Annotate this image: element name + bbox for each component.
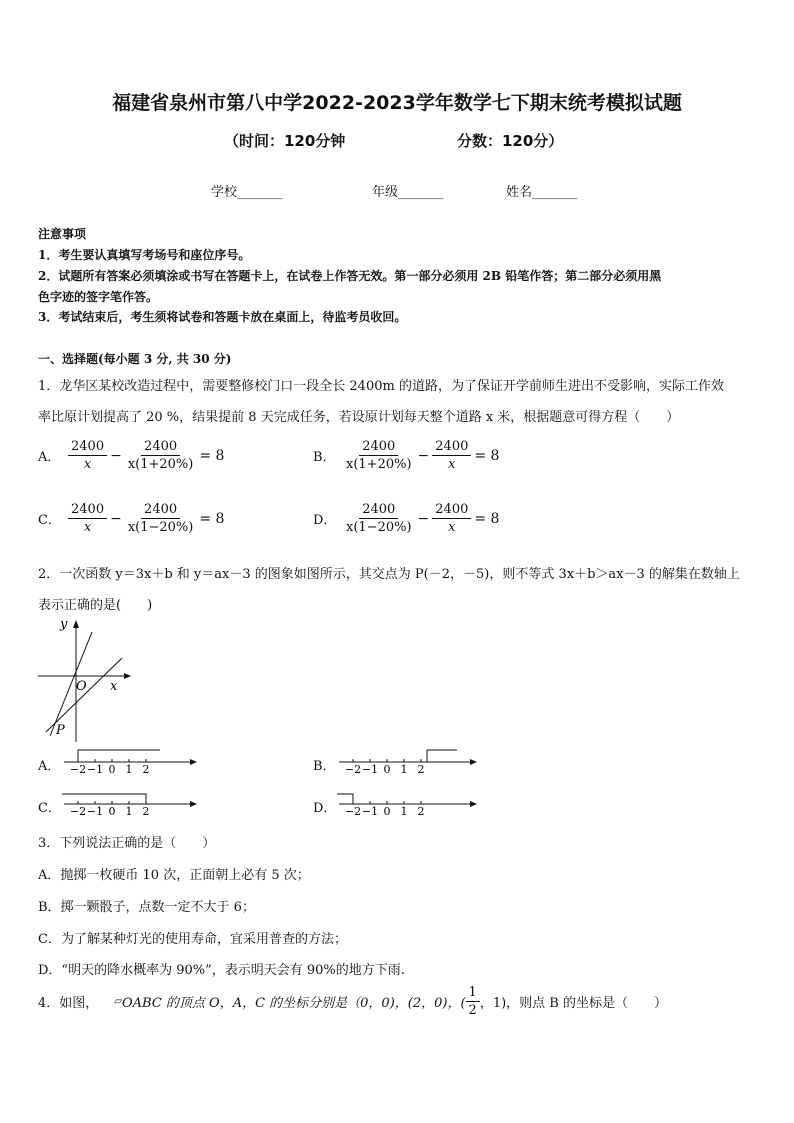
tick-label: 1 xyxy=(125,805,133,816)
q4-prefix: 4．如图， xyxy=(38,996,99,1011)
q2-stem-line2: 表示正确的是( ) xyxy=(38,598,153,613)
denominator: x(1−20%) xyxy=(127,520,194,535)
q2-option-c-label: C． xyxy=(38,801,61,816)
tick-label: −2 xyxy=(344,805,362,816)
q1-option-b xyxy=(313,438,502,473)
operator: − xyxy=(110,447,122,464)
notice-item: 2．试题所有答案必须填涂或书写在答题卡上，在试卷上作答无效。第一部分必须用 2B 铅笔作答；第二部分必须用黑 xyxy=(38,269,662,283)
fraction xyxy=(125,501,197,536)
q2-function-graph xyxy=(36,614,136,744)
tick-label: 0 xyxy=(108,805,116,816)
notice-item: 3．考试结束后，考生须将试卷和答题卡放在桌面上，待监考员收回。 xyxy=(38,310,407,324)
parallelogram-icon: ▱ xyxy=(114,996,122,1007)
option-label: A． xyxy=(38,450,61,465)
tick-label: 2 xyxy=(142,805,150,816)
denominator: x(1+20%) xyxy=(127,457,194,472)
denominator: x xyxy=(448,520,456,535)
school-field: 学校_______ xyxy=(211,185,283,200)
tick-label: −1 xyxy=(86,763,104,774)
q1-option-a xyxy=(38,438,227,473)
q1-option-d xyxy=(313,501,502,536)
x-axis-label: x xyxy=(110,679,118,694)
tick-label: 0 xyxy=(383,805,391,816)
tick-label: 1 xyxy=(125,763,133,774)
section-heading: 一、选择题(每小题 3 分, 共 30 分) xyxy=(38,352,232,366)
q2-number-line-d xyxy=(335,786,480,816)
q2-number-line-b xyxy=(335,744,480,774)
equals: = 8 xyxy=(199,510,225,527)
operator: − xyxy=(417,447,430,464)
y-axis-label: y xyxy=(60,617,68,632)
exam-time: （时间：120分钟 xyxy=(224,132,346,150)
tick-label: −1 xyxy=(361,763,379,774)
point-p-label: P xyxy=(56,723,65,738)
tick-label: 1 xyxy=(400,763,408,774)
operator: − xyxy=(110,510,122,527)
denominator: x(1−20%) xyxy=(346,520,412,535)
equals: = 8 xyxy=(474,447,500,464)
equals: = 8 xyxy=(474,510,500,527)
numerator: 2400 xyxy=(432,438,471,456)
tick-label: 0 xyxy=(383,763,391,774)
q2-stem-line1: 2．一次函数 y＝3x＋b 和 y＝ax－3 的图象如图所示，其交点为 P(－2，－5)，则不等式 3x＋b＞ax－3 的解集在数轴上 xyxy=(38,567,740,582)
numerator: 2400 xyxy=(68,438,107,456)
tick-label: −2 xyxy=(69,763,87,774)
denominator: 2 xyxy=(468,1003,477,1018)
tick-label: 2 xyxy=(142,763,150,774)
q3-option-c: C．为了解某种灯光的使用寿命，宜采用普查的方法； xyxy=(38,932,347,947)
numerator: 2400 xyxy=(432,501,471,519)
q3-option-a: A．抛掷一枚硬币 10 次，正面朝上必有 5 次； xyxy=(38,868,310,883)
origin-label: O xyxy=(76,679,87,694)
q4-suffix: ，1)，则点 B 的坐标是（ ） xyxy=(479,996,667,1011)
q1-stem-line1: 1．龙华区某校改造过程中，需要整修校门口一段全长 2400m 的道路，为了保证开学前师生进出不受影响，实际工作效 xyxy=(38,379,724,394)
denominator: x xyxy=(83,520,92,535)
name-field: 姓名_______ xyxy=(506,185,578,200)
numerator: 1 xyxy=(466,984,480,1002)
q3-option-b: B．掷一颗骰子，点数一定不大于 6； xyxy=(38,900,255,915)
tick-label: 2 xyxy=(417,763,425,774)
tick-label: 2 xyxy=(417,805,425,816)
fraction xyxy=(343,501,415,536)
fraction xyxy=(68,438,107,473)
q1-option-c xyxy=(38,501,227,536)
tick-label: 0 xyxy=(108,763,116,774)
tick-label: −2 xyxy=(69,805,87,816)
tick-label: −1 xyxy=(361,805,379,816)
numerator: 2400 xyxy=(68,501,107,519)
fraction xyxy=(466,984,480,1019)
option-label: B． xyxy=(313,450,336,465)
equals: = 8 xyxy=(199,447,225,464)
fraction xyxy=(343,438,415,473)
operator: − xyxy=(417,510,430,527)
numerator: 2400 xyxy=(359,501,398,519)
option-label: C． xyxy=(38,513,61,528)
q3-option-d: D．“明天的降水概率为 90%”，表示明天会有 90%的地方下雨. xyxy=(38,963,405,978)
q2-number-line-c xyxy=(60,786,200,816)
notice-item: 1．考生要认真填写考场号和座位序号。 xyxy=(38,248,251,262)
option-label: D． xyxy=(313,513,337,528)
exam-score: 分数：120分） xyxy=(457,132,564,150)
numerator: 2400 xyxy=(141,438,180,456)
q2-option-b-label: B． xyxy=(313,759,336,774)
q2-option-d-label: D． xyxy=(313,801,337,816)
grade-field: 年级_______ xyxy=(372,185,444,200)
q4-stem xyxy=(38,984,667,1019)
notice-item: 色字迹的签字笔作答。 xyxy=(38,290,159,304)
fraction xyxy=(125,438,197,473)
notice-heading: 注意事项 xyxy=(38,227,87,241)
tick-label: −1 xyxy=(86,805,104,816)
fraction xyxy=(68,501,107,536)
denominator: x(1+20%) xyxy=(346,457,412,472)
fraction xyxy=(432,438,471,473)
page-title: 福建省泉州市第八中学2022-2023学年数学七下期末统考模拟试题 xyxy=(112,92,682,114)
tick-label: −2 xyxy=(344,763,362,774)
numerator: 2400 xyxy=(141,501,180,519)
denominator: x xyxy=(448,457,456,472)
denominator: x xyxy=(83,457,92,472)
q3-stem: 3．下列说法正确的是（ ） xyxy=(38,836,216,851)
numerator: 2400 xyxy=(359,438,398,456)
fraction xyxy=(432,501,471,536)
q2-number-line-a xyxy=(60,744,200,774)
q4-middle: OABC 的顶点 O，A，C 的坐标分别是（0，0)，(2，0)，( xyxy=(121,996,466,1011)
tick-label: 1 xyxy=(400,805,408,816)
q2-option-a-label: A． xyxy=(38,759,61,774)
q1-stem-line2: 率比原计划提高了 20 %，结果提前 8 天完成任务，若设原计划每天整个道路 x 米，根据题意可得方程（ ） xyxy=(38,410,680,425)
